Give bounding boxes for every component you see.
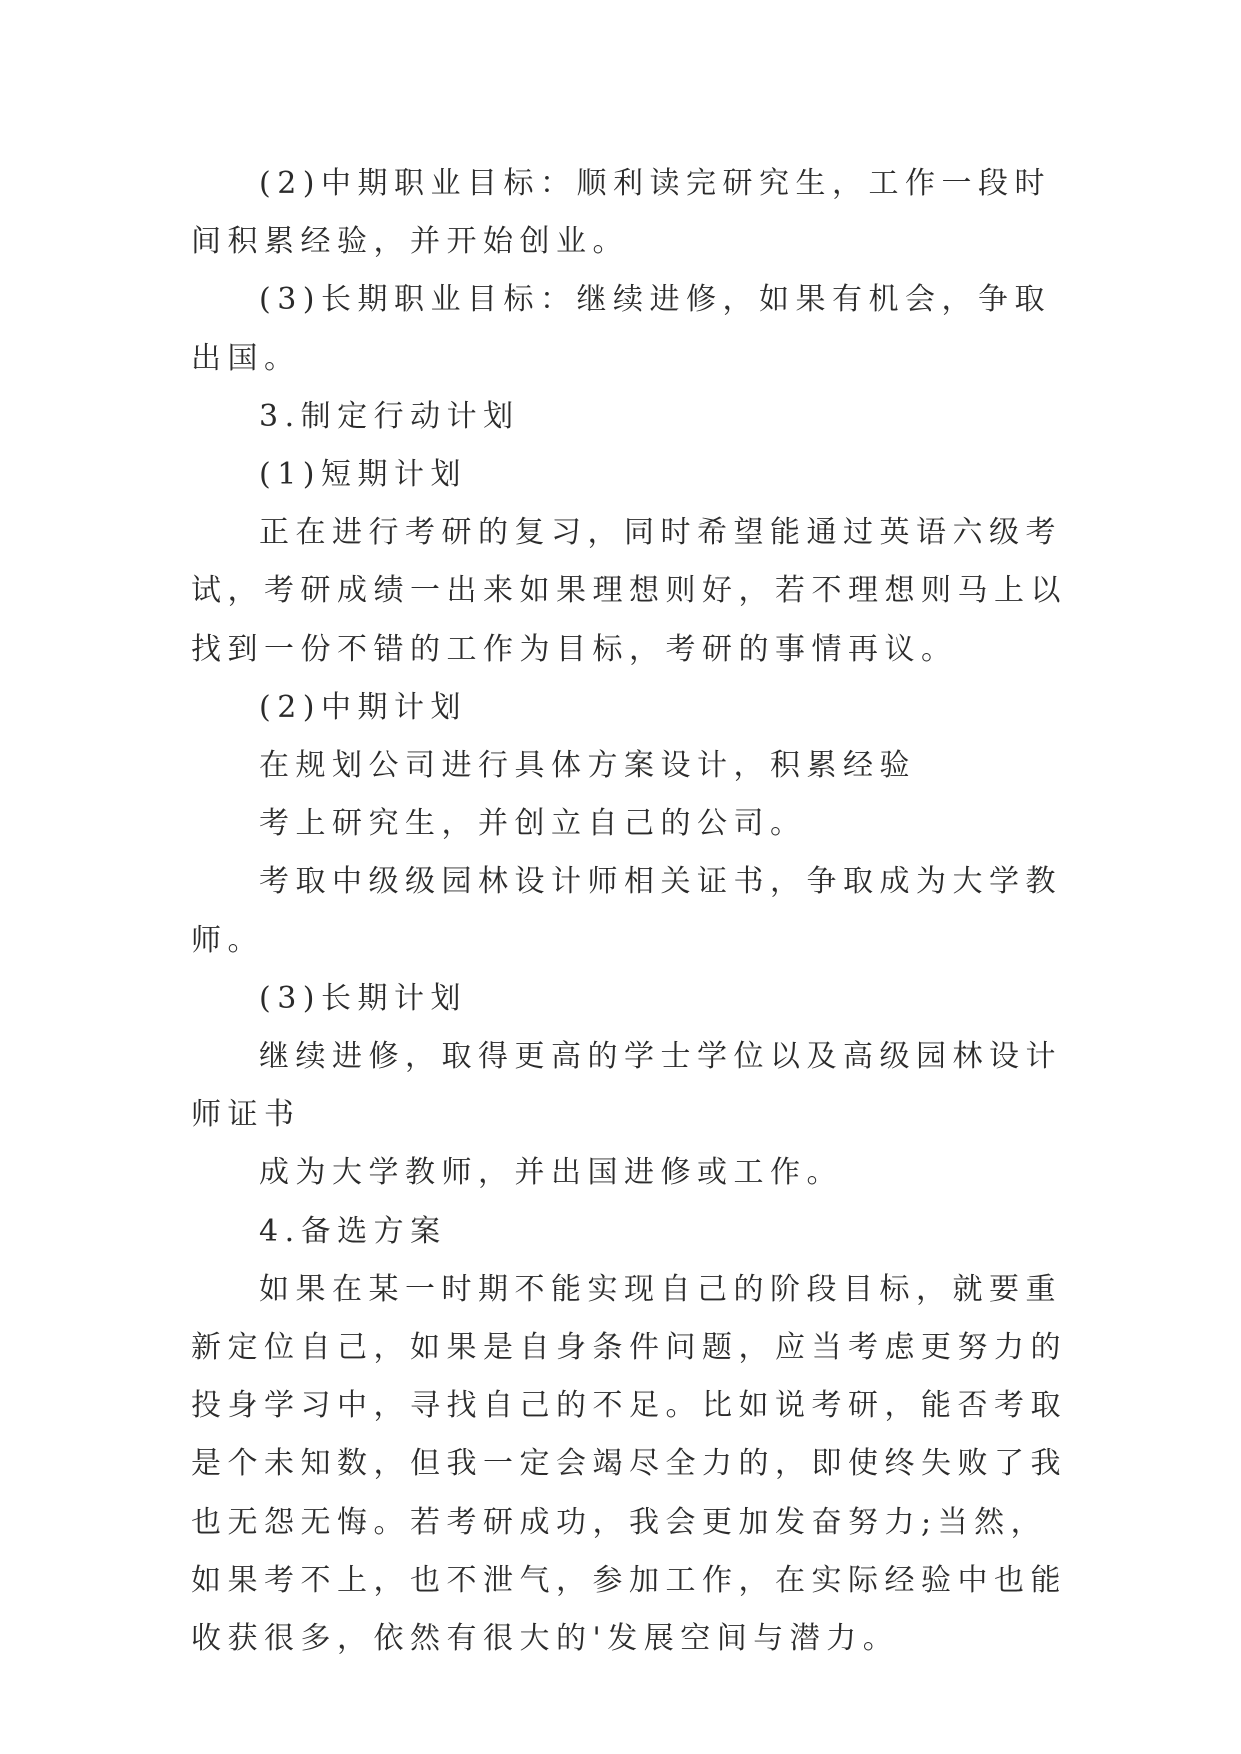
paragraph-short-term-plan: 正在进行考研的复习，同时希望能通过英语六级考试，考研成绩一出来如果理想则好，若不理想则马上以找到一份不错的工作为目标，考研的事情再议。 (191, 515, 1067, 667)
heading-mid-term-plan: (2)中期计划 (259, 689, 467, 725)
document-page (191, 155, 1071, 1668)
heading-action-plan: 3.制定行动计划 (259, 398, 520, 434)
paragraph-mid-term-goal: (2)中期职业目标：顺利读完研究生，工作一段时间积累经验，并开始创业。 (191, 166, 1051, 260)
paragraph-long-term-goal: (3)长期职业目标：继续进修，如果有机会，争取出国。 (191, 282, 1051, 376)
paragraph-long-term-plan-1: 继续进修，取得更高的学士学位以及高级园林设计师证书 (191, 1039, 1062, 1133)
paragraph-mid-term-plan-2: 考上研究生，并创立自己的公司。 (259, 806, 807, 842)
paragraph-mid-term-plan-3: 考取中级级园林设计师相关证书，争取成为大学教师。 (191, 864, 1062, 958)
paragraph-mid-term-plan-1: 在规划公司进行具体方案设计，积累经验 (259, 748, 916, 784)
paragraph-alternative-plan: 如果在某一时期不能实现自己的阶段目标，就要重新定位自己，如果是自身条件问题，应当考虑更努力的投身学习中，寻找自己的不足。比如说考研，能否考取是个未知数，但我一定会竭尽全力的，即使终失败了我也无怨无悔。若考研成功，我会更加发奋努力;当然，如果考不上，也不泄气，参加工作，在实际经验中也能收获很多，依然有很大的'发展空间与潜力。 (191, 1271, 1067, 1657)
heading-alternative-plan: 4.备选方案 (259, 1213, 447, 1249)
heading-short-term-plan: (1)短期计划 (259, 457, 467, 493)
paragraph-long-term-plan-2: 成为大学教师，并出国进修或工作。 (259, 1155, 843, 1191)
heading-long-term-plan: (3)长期计划 (259, 980, 467, 1016)
